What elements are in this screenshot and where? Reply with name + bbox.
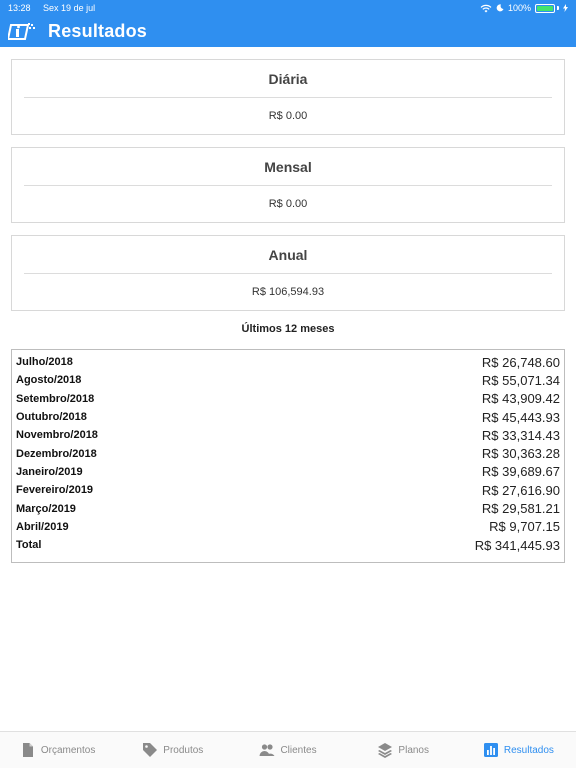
row-label: Novembro/2018 (16, 429, 98, 442)
tab-orcamentos[interactable] (0, 732, 115, 768)
charging-icon (563, 4, 568, 12)
tab-planos[interactable] (346, 732, 461, 768)
row-label: Total (16, 539, 42, 552)
table-row-total (16, 536, 560, 554)
row-label: Setembro/2018 (16, 392, 95, 405)
status-bar (0, 0, 576, 16)
row-value: R$ 39,689.67 (481, 464, 560, 480)
moon-icon (496, 4, 504, 12)
row-label: Janeiro/2019 (16, 465, 83, 478)
tab-clientes[interactable] (230, 732, 345, 768)
row-value: R$ 29,581.21 (481, 501, 560, 517)
table-row (16, 518, 560, 536)
tab-label: Produtos (163, 744, 204, 756)
table-row (16, 463, 560, 481)
tab-label: Planos (398, 744, 429, 756)
table-row (16, 390, 560, 408)
row-label: Abril/2019 (16, 520, 69, 533)
status-right (480, 3, 568, 13)
section-title: Últimos 12 meses (241, 323, 335, 335)
tab-label: Orçamentos (40, 744, 96, 756)
row-label: Julho/2018 (16, 356, 73, 369)
card-value: R$ 106,594.93 (251, 286, 325, 298)
row-label: Dezembro/2018 (16, 447, 97, 460)
app-header (0, 16, 576, 47)
status-time: 13:28 (8, 3, 31, 13)
top-bar (0, 0, 576, 47)
document-icon (20, 742, 36, 758)
row-value: R$ 43,909.42 (481, 391, 560, 407)
tab-label: Clientes (280, 744, 317, 756)
card-title: Diária (24, 60, 552, 98)
table-row (16, 499, 560, 517)
card-title: Mensal (24, 148, 552, 186)
table-row (16, 481, 560, 499)
table-row (16, 371, 560, 389)
card-title: Anual (24, 236, 552, 274)
table-row (16, 426, 560, 444)
tab-resultados[interactable] (461, 732, 576, 768)
table-row (16, 444, 560, 462)
battery-icon (535, 4, 559, 13)
row-value: R$ 341,445.93 (474, 537, 560, 553)
monthly-table (11, 349, 565, 563)
row-value: R$ 55,071.34 (481, 372, 560, 388)
battery-percent: 100% (507, 3, 531, 13)
card-monthly (11, 147, 565, 223)
card-annual (11, 235, 565, 311)
card-daily (11, 59, 565, 135)
row-value: R$ 26,748.60 (481, 354, 560, 370)
tab-label: Resultados (503, 744, 554, 756)
layers-icon (377, 742, 393, 758)
row-value: R$ 30,363.28 (481, 446, 560, 462)
row-value: R$ 45,443.93 (481, 409, 560, 425)
row-label: Agosto/2018 (16, 374, 82, 387)
page-title: Resultados (48, 21, 148, 41)
tab-bar (0, 731, 576, 768)
card-value: R$ 0.00 (268, 110, 308, 122)
app-logo-icon (8, 21, 36, 43)
status-date: Sex 19 de jul (43, 3, 96, 13)
status-left (8, 3, 105, 13)
card-value: R$ 0.00 (268, 198, 308, 210)
users-icon (259, 742, 275, 758)
row-value: R$ 9,707.15 (489, 519, 560, 535)
table-row (16, 353, 560, 371)
row-value: R$ 27,616.90 (481, 482, 560, 498)
main-content (0, 47, 576, 563)
row-label: Março/2019 (16, 502, 76, 515)
wifi-icon (480, 4, 492, 13)
row-label: Fevereiro/2019 (16, 484, 94, 497)
table-row (16, 408, 560, 426)
tag-icon (142, 742, 158, 758)
row-value: R$ 33,314.43 (481, 427, 560, 443)
tab-produtos[interactable] (115, 732, 230, 768)
row-label: Outubro/2018 (16, 411, 87, 424)
bar-chart-icon (483, 742, 499, 758)
